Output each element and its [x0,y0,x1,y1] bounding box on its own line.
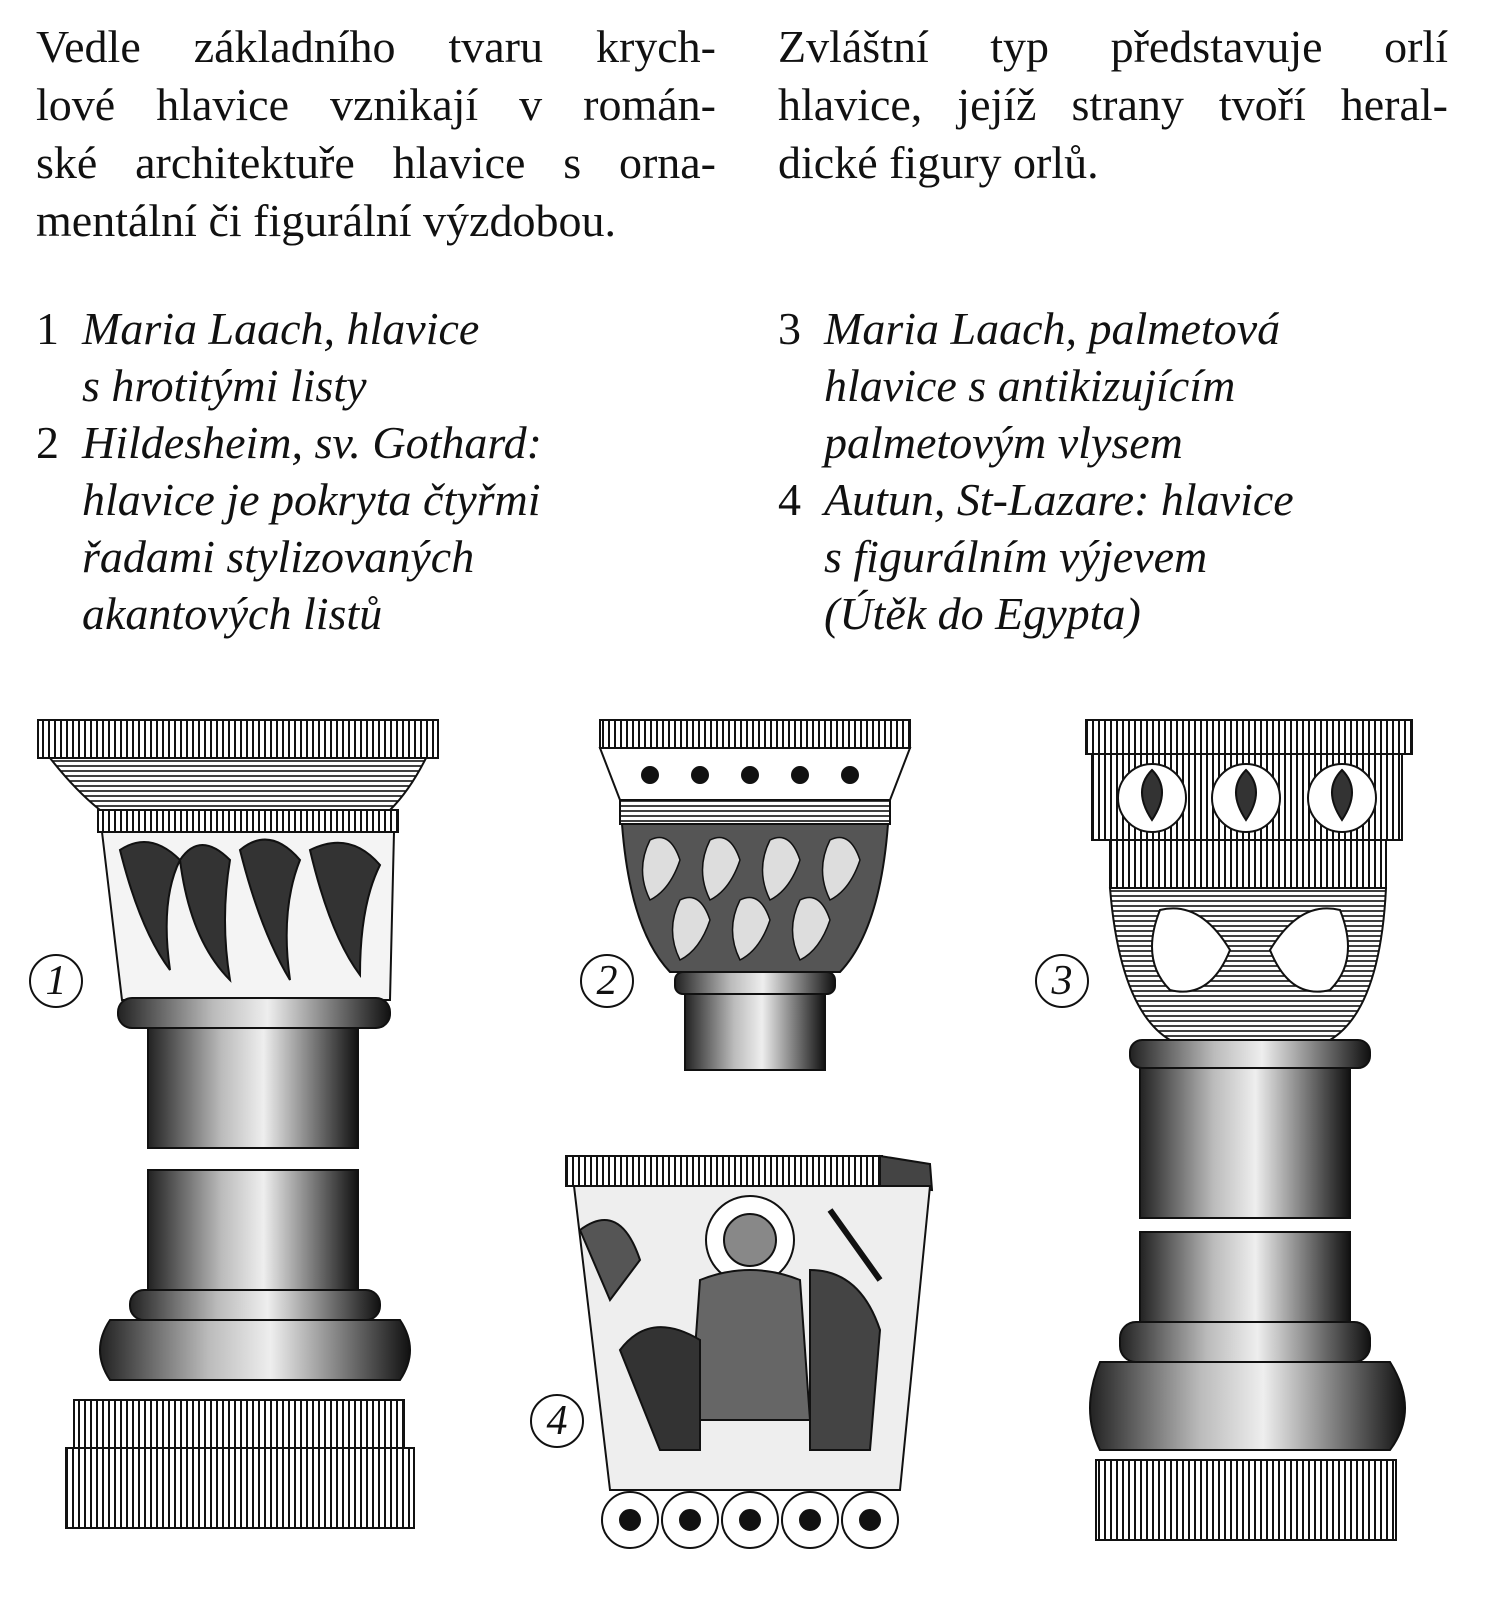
caption-line: (Útěk do Egypta) [824,588,1141,639]
caption-line: s hrotitými listy [82,360,367,411]
caption-number: 3 [778,303,801,354]
caption-2 [36,414,716,642]
intro-line: hlavice, jejíž strany tvoří heral- [778,79,1448,130]
caption-line: Hildesheim, sv. Gothard: [82,417,542,468]
column-figure-3 [1080,710,1420,1550]
intro-line: lové hlavice vznikají v román- [36,79,716,130]
caption-line: hlavice s antikizujícím [824,360,1236,411]
caption-text [824,471,1294,642]
intro-right [778,18,1448,192]
caption-1 [36,300,716,414]
caption-line: palmetovým vlysem [824,417,1183,468]
intro-line: mentální či figurální výzdobou. [36,195,616,246]
intro-line: Vedle základního tvaru krych- [36,21,716,72]
caption-number: 1 [36,303,59,354]
caption-text [824,300,1280,471]
caption-3 [778,300,1458,471]
caption-4 [778,471,1458,642]
intro-line: ské architektuře hlavice s orna- [36,137,716,188]
column-figure-4 [560,1150,940,1560]
column-figure-1 [30,700,470,1580]
caption-number: 2 [36,417,59,468]
caption-line: Maria Laach, hlavice [82,303,480,354]
caption-number: 4 [778,474,801,525]
caption-line: řadami stylizovaných [82,531,475,582]
caption-line: Autun, St-Lazare: hlavice [824,474,1294,525]
figure-label-1: 1 [29,954,83,1008]
figure-label-3: 3 [1035,954,1089,1008]
figure-label-4: 4 [530,1394,584,1448]
intro-line: Zvláštní typ představuje orlí [778,21,1448,72]
caption-text [82,300,479,414]
captions-left [36,300,716,642]
caption-line: akantových listů [82,588,383,639]
caption-line: s figurálním výjevem [824,531,1208,582]
figure-label-2: 2 [580,954,634,1008]
caption-line: hlavice je pokryta čtyřmi [82,474,541,525]
caption-text [82,414,542,642]
intro-left [36,18,716,250]
column-figure-2 [590,710,930,1090]
intro-line: dické figury orlů. [778,137,1099,188]
caption-line: Maria Laach, palmetová [824,303,1281,354]
captions-right [778,300,1458,642]
